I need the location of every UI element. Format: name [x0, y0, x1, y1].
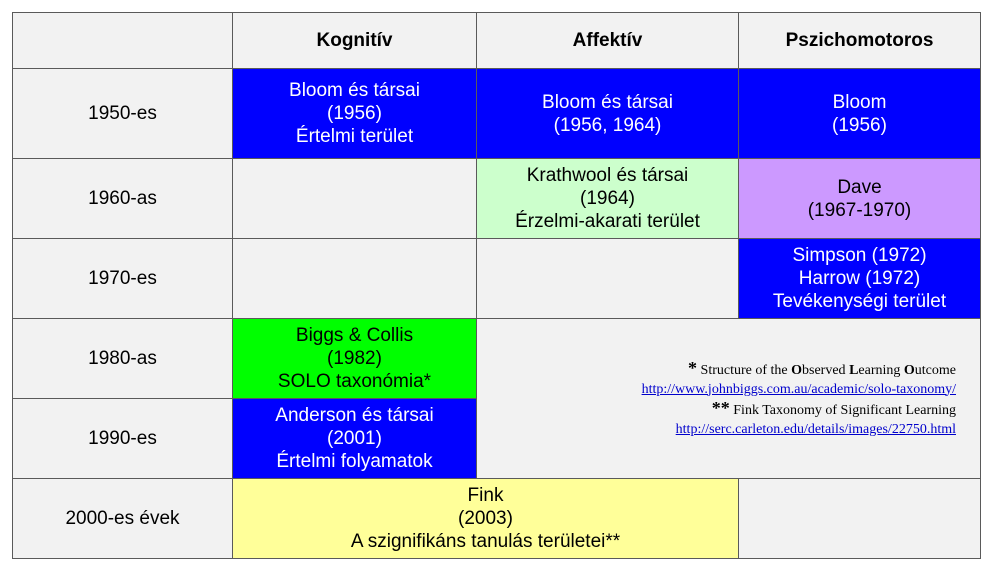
- cell-line: Simpson (1972): [792, 245, 927, 266]
- header-corner-cell: [13, 13, 233, 69]
- taxonomy-table: [12, 12, 981, 559]
- cell-1960-pszichomotoros: [739, 159, 981, 239]
- solo-text-part: utcome: [914, 362, 956, 378]
- row-1970: [13, 239, 981, 319]
- cell-1970-pszichomotoros: [739, 239, 981, 319]
- footnotes-cell: [477, 319, 981, 479]
- header-affektiv: Affektív: [477, 13, 739, 69]
- cell-line: Biggs & Collis: [295, 325, 414, 346]
- cell-line: Tevékenységi terület: [772, 291, 947, 312]
- cell-1960-affektiv: [477, 159, 739, 239]
- cell-line: (1964): [580, 188, 635, 209]
- cell-line: Fink: [467, 485, 504, 506]
- cell-line: Bloom és társai: [289, 80, 420, 101]
- cell-line: Krathwool és társai: [526, 165, 689, 186]
- cell-line: Dave: [837, 176, 882, 198]
- fink-footnote-marker: **: [711, 397, 730, 418]
- cell-1990-kognitiv: [233, 399, 477, 479]
- header-row: [13, 13, 981, 69]
- cell-line: (1956): [327, 103, 382, 124]
- cell-line: Bloom és társai: [542, 91, 673, 113]
- solo-text-part: bserved: [802, 362, 850, 378]
- cell-line: Anderson és társai: [275, 405, 434, 426]
- cell-1950-affektiv: [477, 69, 739, 159]
- header-kognitiv: Kognitív: [233, 13, 477, 69]
- solo-link[interactable]: http://www.johnbiggs.com.au/academic/solo-taxonomy/: [641, 381, 956, 397]
- solo-footnote: [477, 359, 956, 380]
- solo-footnote-marker: *: [688, 357, 698, 378]
- cell-line: Bloom: [832, 91, 887, 113]
- solo-initial: O: [791, 362, 803, 378]
- cell-1950-kognitiv: [233, 69, 477, 159]
- cell-line: SOLO taxonómia*: [277, 371, 432, 392]
- solo-initial: O: [903, 362, 915, 378]
- row-1980: [13, 319, 981, 399]
- cell-line: A szignifikáns tanulás területei**: [350, 531, 621, 552]
- cell-1960-kognitiv: [233, 159, 477, 239]
- cell-line: (1956, 1964): [553, 114, 662, 136]
- cell-line: (2001): [327, 428, 382, 449]
- row-2000: [13, 479, 981, 559]
- header-pszichomotoros: Pszichomotoros: [739, 13, 981, 69]
- row-label-1980: 1980-as: [13, 319, 233, 399]
- cell-1980-kognitiv: [233, 319, 477, 399]
- cell-line: Érzelmi-akarati terület: [515, 211, 700, 232]
- cell-1970-kognitiv: [233, 239, 477, 319]
- row-label-1960: 1960-as: [13, 159, 233, 239]
- solo-initial: L: [849, 362, 859, 378]
- row-label-1950: 1950-es: [13, 69, 233, 159]
- cell-2000-pszichomotoros: [739, 479, 981, 559]
- cell-line: Harrow (1972): [798, 268, 921, 289]
- fink-footnote: [477, 399, 956, 420]
- cell-line: Értelmi folyamatok: [276, 451, 433, 472]
- fink-link[interactable]: http://serc.carleton.edu/details/images/22750.html: [675, 421, 956, 437]
- row-1950: [13, 69, 981, 159]
- cell-line: (1956): [832, 114, 887, 136]
- row-label-1990: 1990-es: [13, 399, 233, 479]
- cell-line: (2003): [458, 508, 513, 529]
- cell-line: (1967-1970): [807, 199, 912, 221]
- fink-footnote-text: Fink Taxonomy of Significant Learning: [733, 402, 956, 418]
- row-label-1970: 1970-es: [13, 239, 233, 319]
- row-label-2000: 2000-es évek: [13, 479, 233, 559]
- solo-text-part: Structure of the: [700, 362, 792, 378]
- cell-line: Értelmi terület: [295, 126, 414, 147]
- cell-2000-fink: [233, 479, 739, 559]
- cell-line: (1982): [327, 348, 382, 369]
- row-1960: [13, 159, 981, 239]
- solo-text-part: earning: [858, 362, 904, 378]
- cell-1970-affektiv: [477, 239, 739, 319]
- cell-1950-pszichomotoros: [739, 69, 981, 159]
